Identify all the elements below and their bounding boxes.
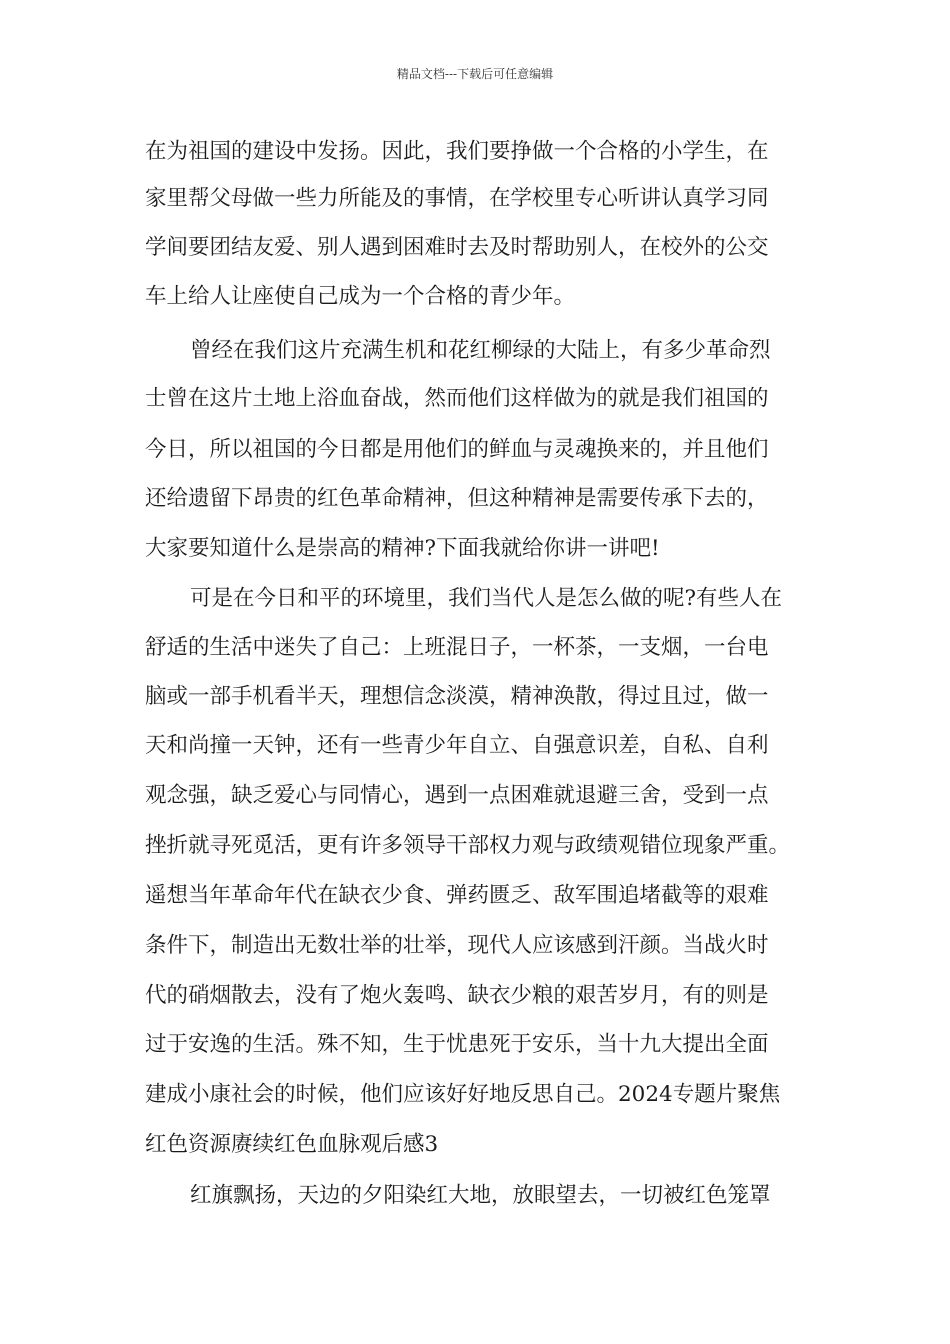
text-line: 遥想当年革命年代在缺衣少食、弹药匮乏、敌军围追堵截等的艰难 [145,883,769,908]
text-line: 观念强，缺乏爱心与同情心，遇到一点困难就退避三舍，受到一点 [145,783,769,808]
text-line: 学间要团结友爱、别人遇到困难时去及时帮助别人，在校外的公交 [145,235,769,260]
text-line: 在为祖国的建设中发扬。因此，我们要挣做一个合格的小学生，在 [145,139,769,164]
text-line: 曾经在我们这片充满生机和花红柳绿的大陆上，有多少革命烈 [190,338,771,363]
text-line: 过于安逸的生活。殊不知，生于忧患死于安乐，当十九大提出全面 [145,1032,769,1057]
text-line: 红色资源赓续红色血脉观后感3 [145,1132,439,1157]
text-line: 还给遗留下昂贵的红色革命精神，但这种精神是需要传承下去的， [145,486,769,511]
page-header: 精品文档---下载后可任意编辑 [396,67,554,81]
text-line: 红旗飘扬，天边的夕阳染红大地，放眼望去，一切被红色笼罩 [190,1183,771,1208]
text-line: 脑或一部手机看半天，理想信念淡漠，精神涣散，得过且过，做一 [145,684,769,709]
text-line: 车上给人让座使自己成为一个合格的青少年。 [145,284,576,309]
text-line: 天和尚撞一天钟，还有一些青少年自立、自强意识差，自私、自利 [145,733,769,758]
text-line: 舒适的生活中迷失了自己：上班混日子，一杯茶，一支烟，一台电 [145,635,769,660]
text-line: 家里帮父母做一些力所能及的事情，在学校里专心听讲认真学习同 [145,186,769,211]
text-line: 大家要知道什么是崇高的精神?下面我就给你讲一讲吧! [145,536,660,561]
text-line: 挫折就寻死觅活，更有许多领导干部权力观与政绩观错位现象严重。 [145,833,791,858]
text-line: 士曾在这片土地上浴血奋战，然而他们这样做为的就是我们祖国的 [145,386,769,411]
text-line: 今日，所以祖国的今日都是用他们的鲜血与灵魂换来的，并且他们 [145,437,769,462]
text-line: 建成小康社会的时候，他们应该好好地反思自己。2024专题片聚焦 [145,1082,781,1107]
text-line: 代的硝烟散去，没有了炮火轰鸣、缺衣少粮的艰苦岁月，有的则是 [145,983,769,1008]
text-line: 可是在今日和平的环境里，我们当代人是怎么做的呢?有些人在 [190,586,783,611]
text-line: 条件下，制造出无数壮举的壮举，现代人应该感到汗颜。当战火时 [145,933,769,958]
